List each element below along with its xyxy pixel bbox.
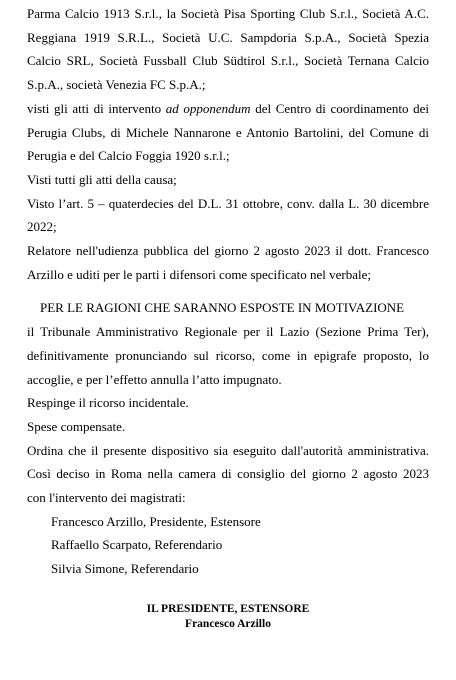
text-line: il Tribunale Amministrativo Regionale per il Lazio (Sezione Prima Ter), [27, 324, 429, 340]
magistrates-list [27, 510, 429, 581]
text-line: 2022; [27, 219, 57, 235]
text-line: Perugia Clubs, di Michele Nannarone e Antonio Bartolini, del Comune di [27, 124, 429, 140]
text-line: Respinge il ricorso incidentale. [27, 395, 189, 411]
italic-term: ad opponendum [165, 100, 251, 116]
text-line: Spese compensate. [27, 418, 126, 434]
text-line: Relatore nell'udienza pubblica del giorno 2 agosto 2023 il dott. Francesco [27, 243, 429, 259]
text-line: accoglie, e per l’effetto annulla l’atto impugnato. [27, 371, 282, 387]
text-line: Visto l’art. 5 – quaterdecies del D.L. 31 ottobre, conv. dalla L. 30 dicembre [27, 195, 429, 211]
text-line: Così deciso in Roma nella camera di consiglio del giorno 2 agosto 2023 [27, 466, 429, 482]
text-fragment: del Centro di coordinamento dei [250, 100, 429, 116]
magistrate-entry: Silvia Simone, Referendario [51, 561, 199, 577]
text-line: Perugia e del Calcio Foggia 1920 s.r.l.; [27, 148, 230, 164]
magistrate-entry: Raffaello Scarpato, Referendario [51, 537, 223, 553]
magistrate-entry: Francesco Arzillo, Presidente, Estensore [51, 513, 261, 529]
signature-role: IL PRESIDENTE, ESTENSORE [146, 603, 310, 615]
text-line: con l'intervento dei magistrati: [27, 490, 186, 506]
signature-name: Francesco Arzillo [185, 618, 271, 630]
text-line: Visti tutti gli atti della causa; [27, 171, 177, 187]
decision-body [27, 320, 429, 510]
text-fragment: visti gli atti di intervento [27, 100, 166, 116]
preamble [27, 2, 429, 286]
text-line: S.p.A., società Venezia FC S.p.A.; [27, 77, 206, 93]
signature-block [0, 602, 456, 632]
text-line: Reggiana 1919 S.R.L., Società U.C. Sampdoria S.p.A., Società Spezia [27, 29, 429, 45]
text-line: Ordina che il presente dispositivo sia eseguito dall'autorità amministrativa. [27, 442, 429, 458]
text-line: Arzillo e uditi per le parti i difensori come specificato nel verbale; [27, 266, 372, 282]
section-heading: PER LE RAGIONI CHE SARANNO ESPOSTE IN MOTIVAZIONE [40, 300, 405, 316]
text-line: Calcio SRL, Società Fussball Club Südtirol S.r.l., Società Ternana Calcio [27, 53, 429, 69]
text-line-with-italic [27, 97, 429, 121]
text-line: Parma Calcio 1913 S.r.l., la Società Pisa Sporting Club S.r.l., Società A.C. [27, 6, 429, 21]
text-line: definitivamente pronunciando sul ricorso, come in epigrafe proposto, lo [27, 347, 429, 363]
